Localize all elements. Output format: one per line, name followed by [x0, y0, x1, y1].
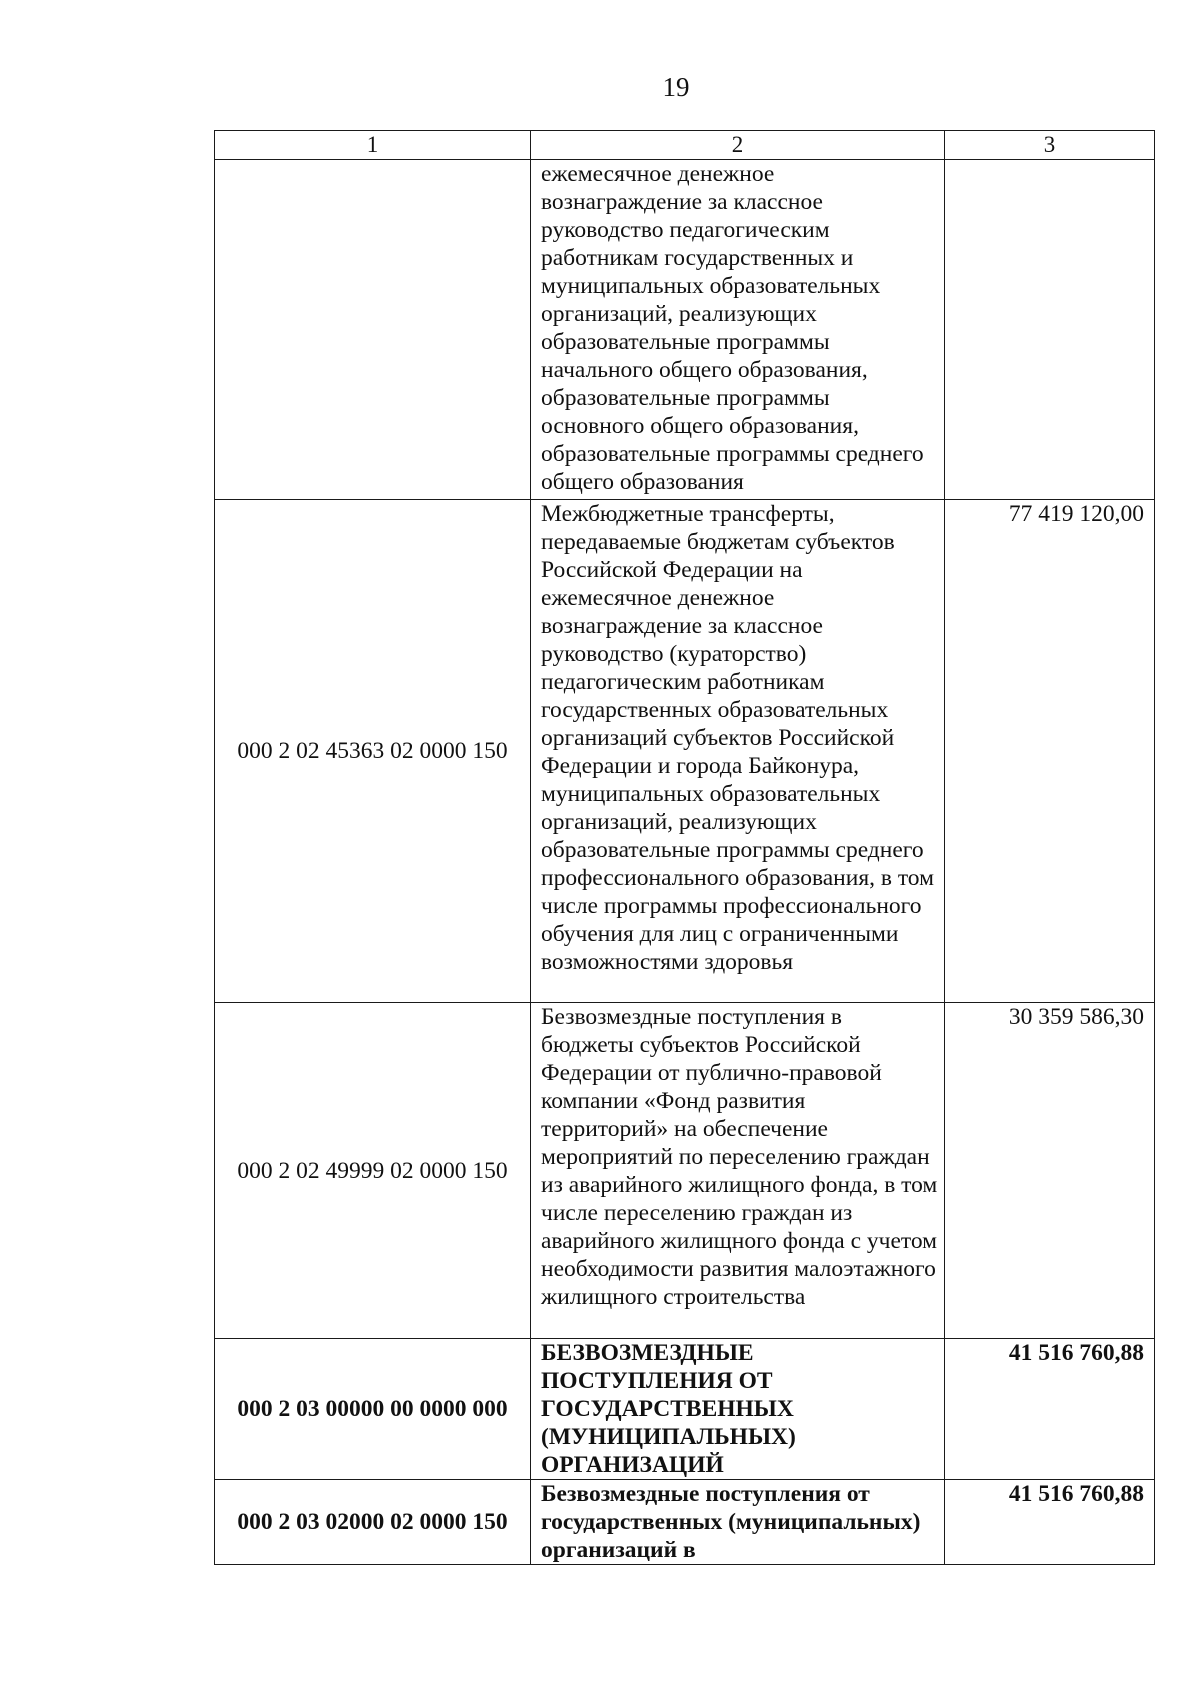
budget-code-cell: [215, 160, 531, 500]
description-cell: Безвозмездные поступления от государственных (муниципальных) организаций в: [531, 1480, 945, 1565]
revenue-table: [214, 130, 1155, 1565]
amount-cell: 77 419 120,00: [945, 500, 1155, 1003]
description-cell: Межбюджетные трансферты, передаваемые бюджетам субъектов Российской Федерации на ежемесячное денежное вознаграждение за классное руководство (кураторство) педагогическим работникам государственных образовательных организаций субъектов Российской Федерации и города Байконура, муниципальных образовательных организаций, реализующих образовательные программы среднего профессионального образования, в том числе программы профессионального обучения для лиц с ограниченными возможностями здоровья: [531, 500, 945, 1003]
description-cell: ежемесячное денежное вознаграждение за классное руководство педагогическим работникам государственных и муниципальных образовательных организаций, реализующих образовательные программы начального общего образования, образовательные программы основного общего образования, образовательные программы среднего общего образования: [531, 160, 945, 500]
description-cell: БЕЗВОЗМЕЗДНЫЕ ПОСТУПЛЕНИЯ ОТ ГОСУДАРСТВЕННЫХ (МУНИЦИПАЛЬНЫХ) ОРГАНИЗАЦИЙ: [531, 1339, 945, 1480]
budget-code-cell: 000 2 03 02000 02 0000 150: [215, 1480, 531, 1565]
page-number: 19: [662, 72, 690, 102]
budget-code-cell: 000 2 03 00000 00 0000 000: [215, 1339, 531, 1480]
table-row: [215, 1003, 1155, 1339]
column-header-amount: 3: [945, 131, 1155, 160]
budget-code-cell: 000 2 02 45363 02 0000 150: [215, 500, 531, 1003]
table-row: [215, 500, 1155, 1003]
amount-cell: 30 359 586,30: [945, 1003, 1155, 1339]
table-header-row: [215, 131, 1155, 160]
amount-cell: 41 516 760,88: [945, 1339, 1155, 1480]
amount-cell: 41 516 760,88: [945, 1480, 1155, 1565]
description-cell: Безвозмездные поступления в бюджеты субъектов Российской Федерации от публично-правовой компании «Фонд развития территорий» на обеспечение мероприятий по переселению граждан из аварийного жилищного фонда, в том числе переселению граждан из аварийного жилищного фонда с учетом необходимости развития малоэтажного жилищного строительства: [531, 1003, 945, 1339]
table-row: [215, 1480, 1155, 1565]
amount-cell: [945, 160, 1155, 500]
column-header-description: 2: [531, 131, 945, 160]
table-row: [215, 1339, 1155, 1480]
column-header-code: 1: [215, 131, 531, 160]
budget-code-cell: 000 2 02 49999 02 0000 150: [215, 1003, 531, 1339]
table-row: [215, 160, 1155, 500]
